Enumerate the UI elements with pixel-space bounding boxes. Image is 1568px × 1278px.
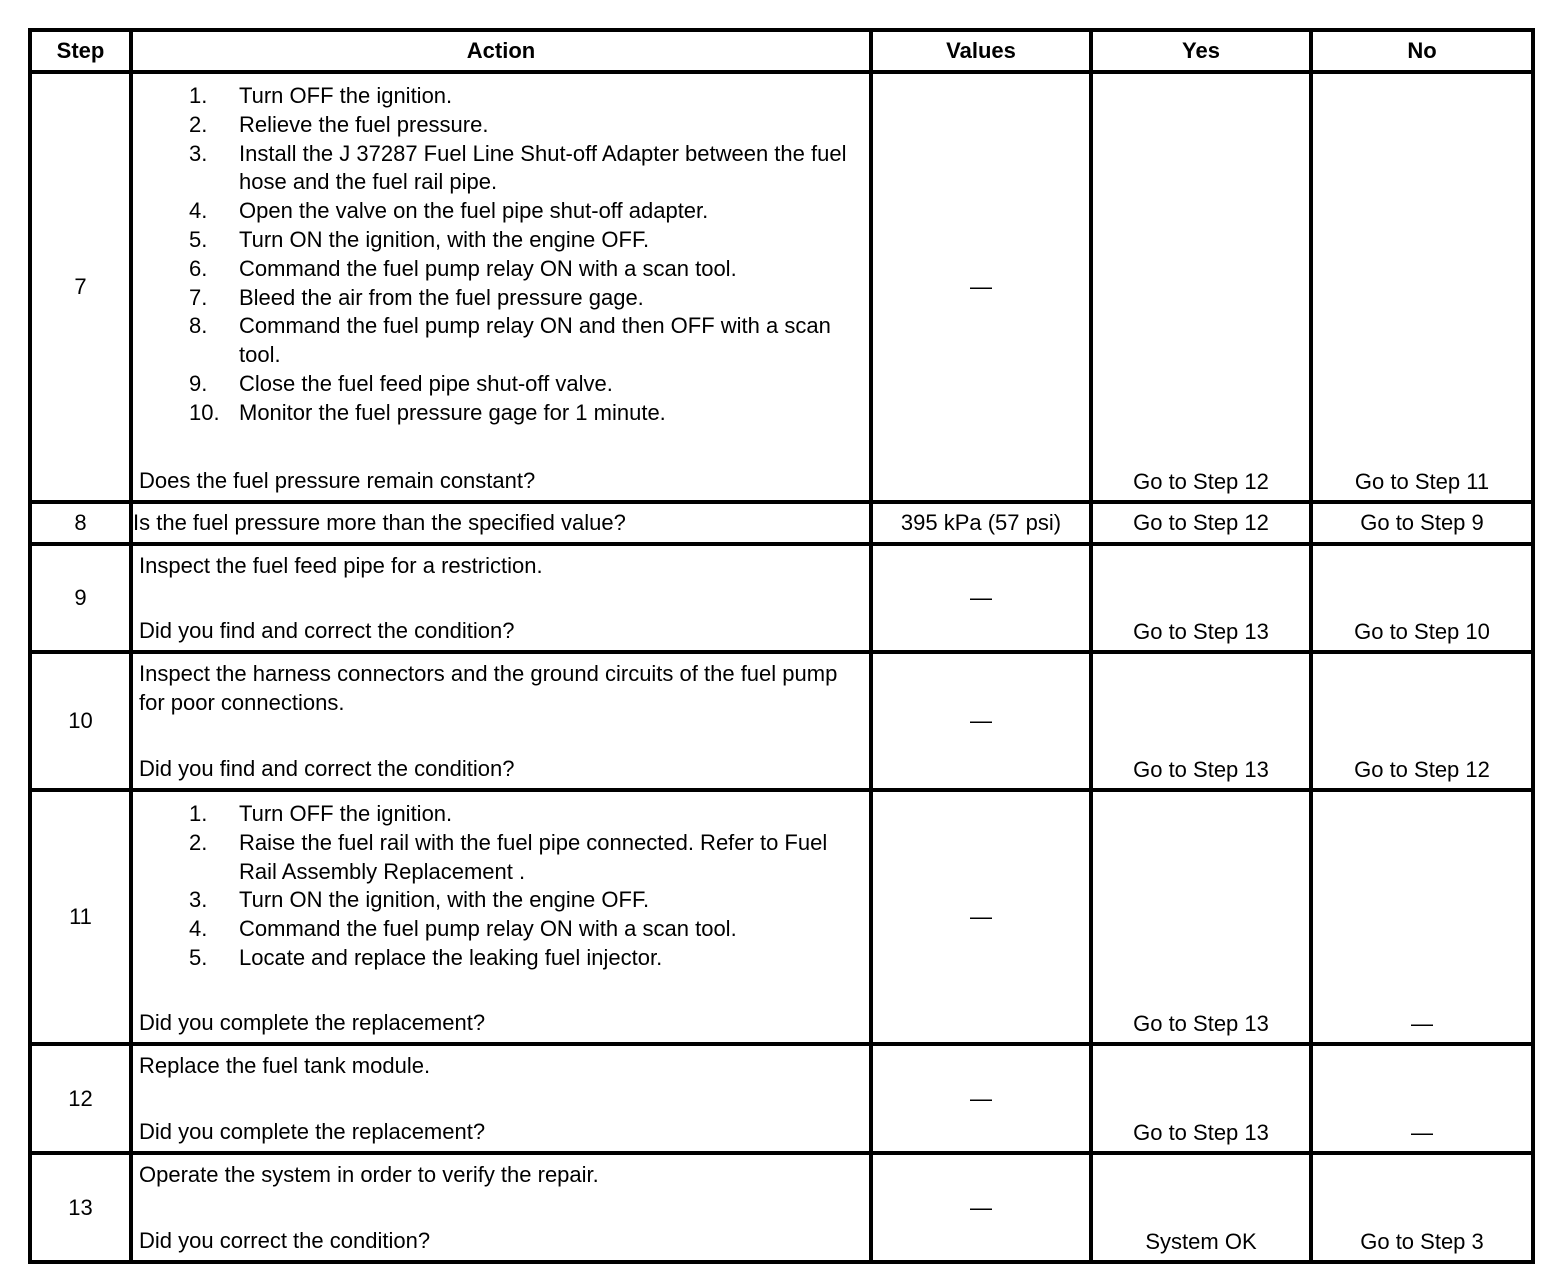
action-cell xyxy=(131,72,871,502)
values-cell: — xyxy=(871,72,1091,502)
header-action: Action xyxy=(131,30,871,72)
values-cell: — xyxy=(871,1153,1091,1262)
yes-cell: System OK xyxy=(1091,1153,1311,1262)
table-row-step-10 xyxy=(30,652,1533,790)
action-steps-list xyxy=(139,800,861,973)
action-question: Is the fuel pressure more than the specified value? xyxy=(131,502,871,544)
no-cell: Go to Step 10 xyxy=(1311,544,1533,652)
values-cell: — xyxy=(871,790,1091,1044)
diagnostic-table xyxy=(28,28,1535,1264)
yes-cell: Go to Step 12 xyxy=(1091,502,1311,544)
table-row-step-8 xyxy=(30,502,1533,544)
table-row-step-13 xyxy=(30,1153,1533,1262)
header-yes: Yes xyxy=(1091,30,1311,72)
table-row-step-7 xyxy=(30,72,1533,502)
list-item: 2. Relieve the fuel pressure. xyxy=(189,111,489,137)
action-cell xyxy=(131,544,871,652)
header-step: Step xyxy=(30,30,131,72)
yes-cell: Go to Step 13 xyxy=(1091,790,1311,1044)
yes-cell: Go to Step 13 xyxy=(1091,544,1311,652)
action-cell xyxy=(131,1153,871,1262)
no-cell: Go to Step 12 xyxy=(1311,652,1533,790)
list-item: 4. Open the valve on the fuel pipe shut-off adapter. xyxy=(189,198,709,224)
list-item: 3. Install the J 37287 Fuel Line Shut-off Adapter between the fuel hose and the fuel rail pipe. xyxy=(189,140,847,195)
action-steps-list xyxy=(139,82,861,428)
action-instruction: Inspect the fuel feed pipe for a restriction. xyxy=(139,553,543,578)
header-row xyxy=(30,30,1533,72)
step-number: 11 xyxy=(30,790,131,1044)
header-values: Values xyxy=(871,30,1091,72)
step-number: 10 xyxy=(30,652,131,790)
step-number: 13 xyxy=(30,1153,131,1262)
list-item: 7. Bleed the air from the fuel pressure gage. xyxy=(189,284,644,310)
action-question: Did you find and correct the condition? xyxy=(139,618,515,643)
no-cell: Go to Step 9 xyxy=(1311,502,1533,544)
values-cell: — xyxy=(871,544,1091,652)
header-no: No xyxy=(1311,30,1533,72)
no-cell: Go to Step 3 xyxy=(1311,1153,1533,1262)
list-item: 9. Close the fuel feed pipe shut-off valve. xyxy=(189,370,613,396)
no-cell: — xyxy=(1311,1044,1533,1153)
action-question: Did you complete the replacement? xyxy=(139,1119,486,1144)
action-question: Does the fuel pressure remain constant? xyxy=(139,468,536,493)
list-item: 5. Turn ON the ignition, with the engine OFF. xyxy=(189,226,650,252)
yes-cell: Go to Step 13 xyxy=(1091,1044,1311,1153)
action-question: Did you correct the condition? xyxy=(139,1228,431,1253)
table-row-step-9 xyxy=(30,544,1533,652)
list-item: 2. Raise the fuel rail with the fuel pipe connected. Refer to Fuel Rail Assembly Replacement . xyxy=(189,829,828,884)
step-number: 9 xyxy=(30,544,131,652)
yes-cell: Go to Step 12 xyxy=(1091,72,1311,502)
action-cell xyxy=(131,1044,871,1153)
values-cell: — xyxy=(871,1044,1091,1153)
list-item: 8. Command the fuel pump relay ON and then OFF with a scan tool. xyxy=(189,313,831,368)
step-number: 12 xyxy=(30,1044,131,1153)
list-item: 4. Command the fuel pump relay ON with a scan tool. xyxy=(189,916,737,942)
action-cell xyxy=(131,790,871,1044)
action-question: Did you complete the replacement? xyxy=(139,1010,486,1035)
table-row-step-11 xyxy=(30,790,1533,1044)
no-cell: Go to Step 11 xyxy=(1311,72,1533,502)
no-cell: — xyxy=(1311,790,1533,1044)
action-instruction: Replace the fuel tank module. xyxy=(139,1053,431,1078)
action-cell xyxy=(131,652,871,790)
list-item: 1. Turn OFF the ignition. xyxy=(189,83,453,108)
values-cell: — xyxy=(871,652,1091,790)
action-instruction: Operate the system in order to verify the repair. xyxy=(139,1162,599,1187)
values-cell: 395 kPa (57 psi) xyxy=(871,502,1091,544)
list-item: 1. Turn OFF the ignition. xyxy=(189,801,453,826)
list-item: 3. Turn ON the ignition, with the engine OFF. xyxy=(189,887,650,913)
list-item: 10. Monitor the fuel pressure gage for 1 minute. xyxy=(189,399,666,425)
list-item: 5. Locate and replace the leaking fuel injector. xyxy=(189,944,663,970)
list-item: 6. Command the fuel pump relay ON with a scan tool. xyxy=(189,255,737,281)
action-question: Did you find and correct the condition? xyxy=(139,756,515,781)
step-number: 8 xyxy=(30,502,131,544)
yes-cell: Go to Step 13 xyxy=(1091,652,1311,790)
table-row-step-12 xyxy=(30,1044,1533,1153)
action-instruction: Inspect the harness connectors and the ground circuits of the fuel pump for poor connections. xyxy=(139,661,838,715)
step-number: 7 xyxy=(30,72,131,502)
